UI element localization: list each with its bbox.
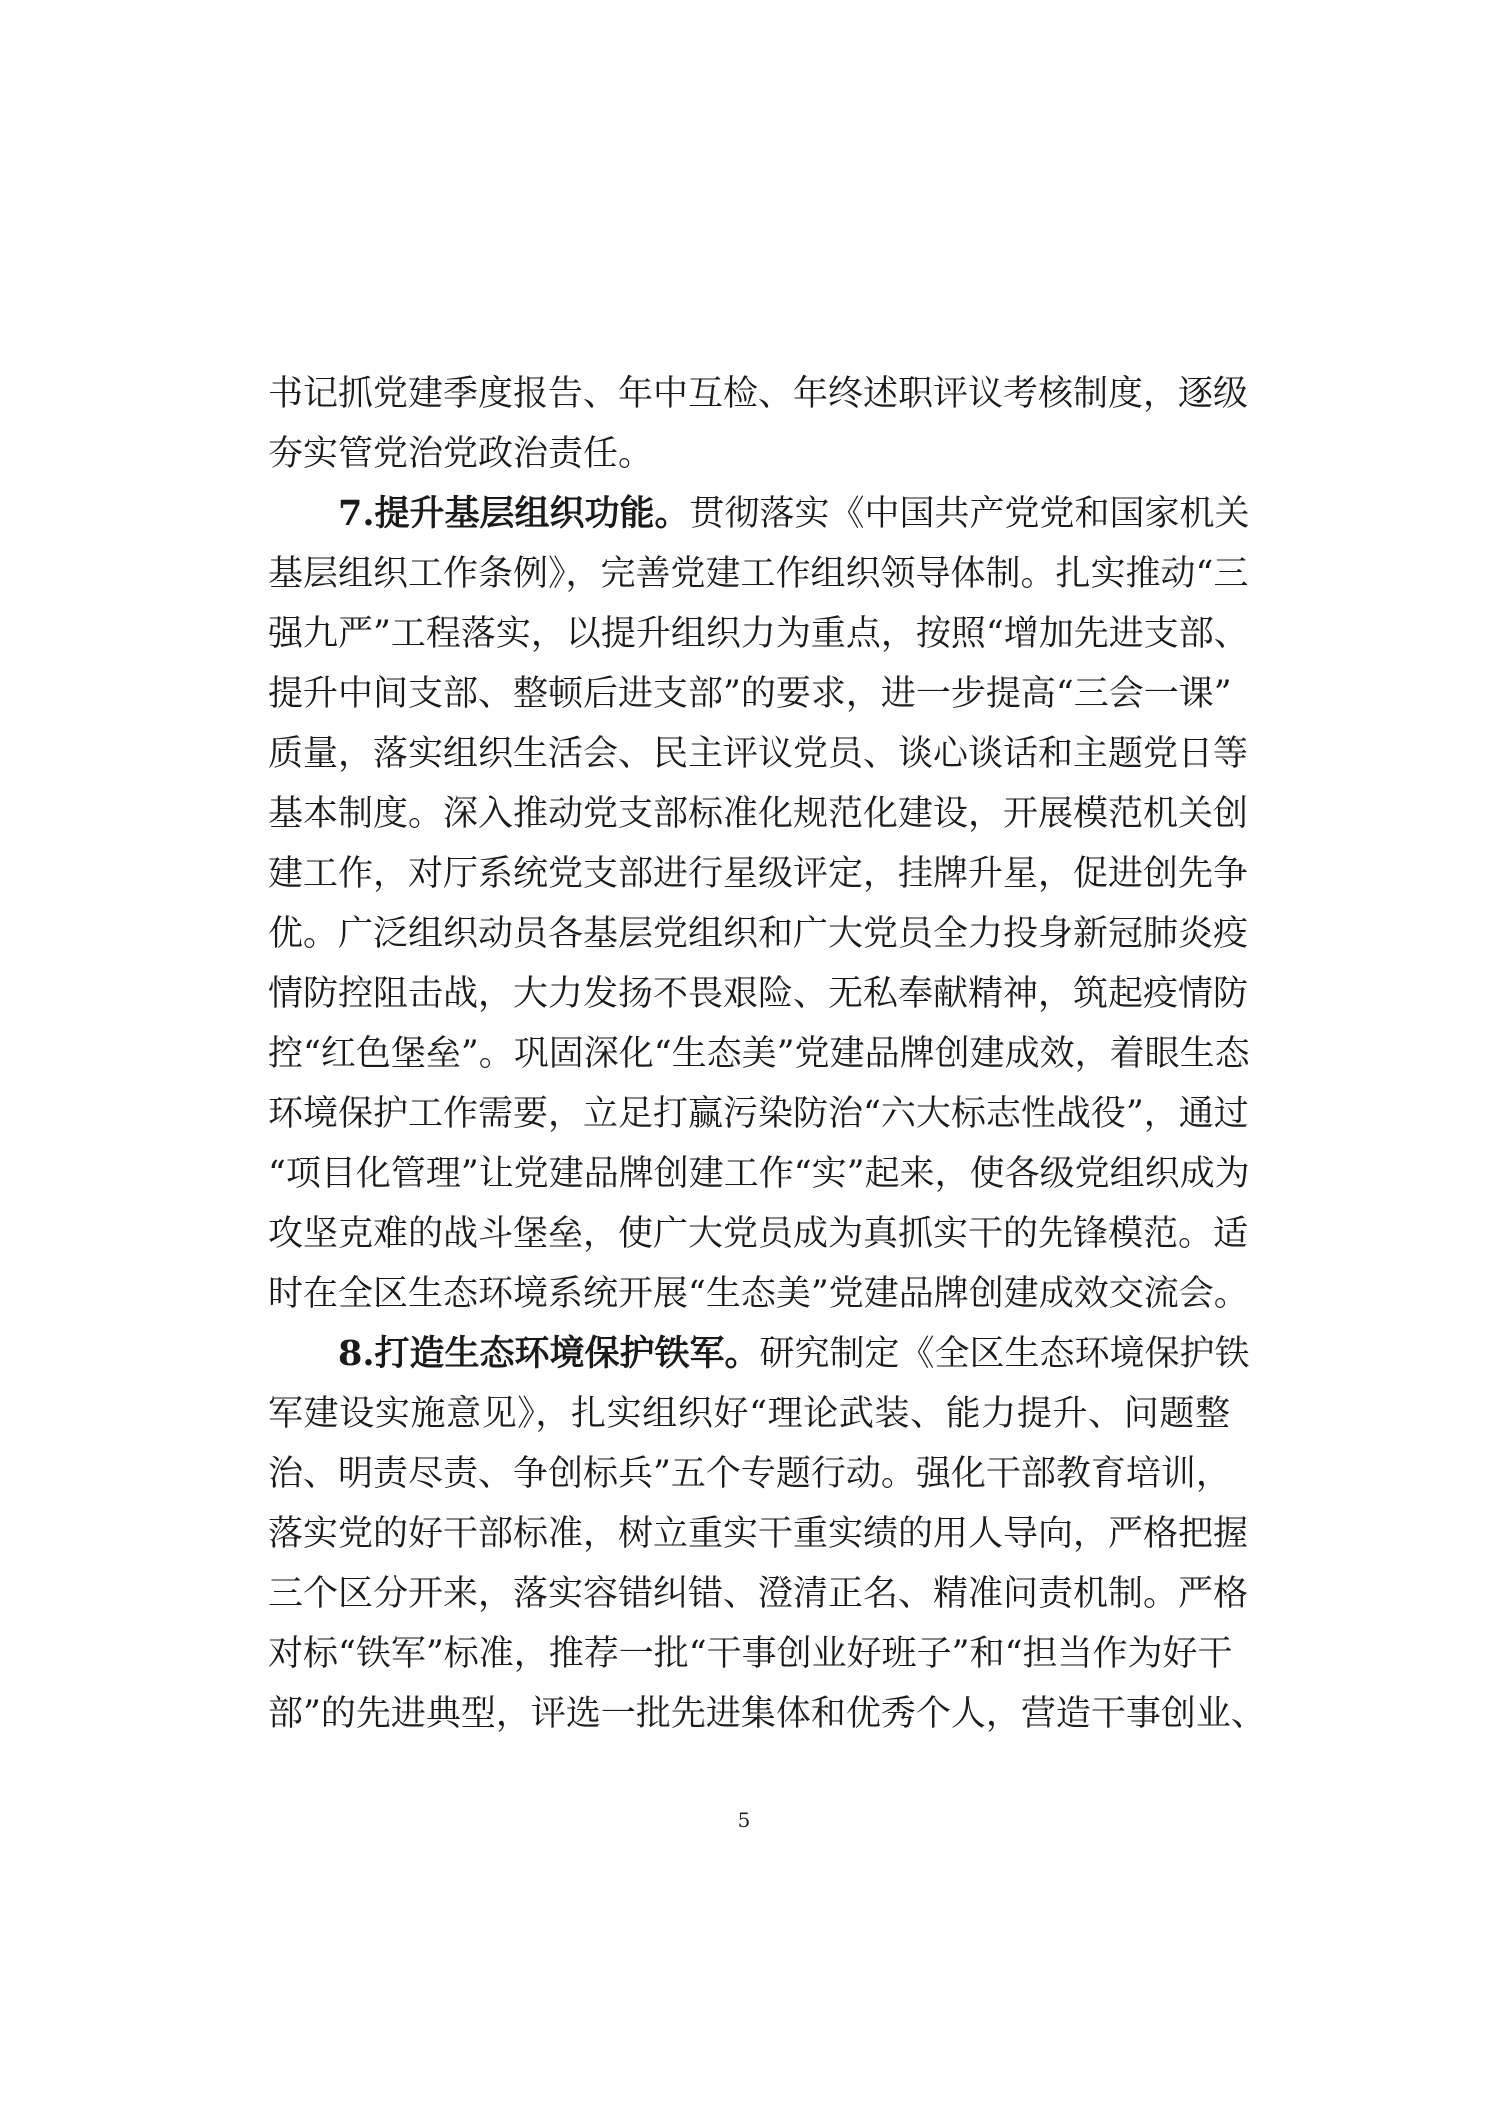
text-line: 控“红色堡垒”。巩固深化“生态美”党建品牌创建成效，着眼生态	[268, 1034, 1250, 1074]
text-line: 时在全区生态环境系统开展“生态美”党建品牌创建成效交流会。	[268, 1274, 1249, 1314]
text-line: 落实党的好干部标准，树立重实干重实绩的用人导向，严格把握	[268, 1514, 1249, 1554]
text-line: 质量，落实组织生活会、民主评议党员、谈心谈话和主题党日等	[268, 734, 1249, 774]
section-heading-7: 7.提升基层组织功能。	[338, 493, 690, 534]
text-line: 基层组织工作条例》，完善党建工作组织领导体制。扎实推动“三	[268, 554, 1249, 594]
text-line: 军建设实施意见》，扎实组织好“理论武装、能力提升、问题整	[268, 1394, 1230, 1434]
text-line: 优。广泛组织动员各基层党组织和广大党员全力投身新冠肺炎疫	[268, 914, 1249, 954]
text-line: 夯实管党治党政治责任。	[268, 434, 654, 474]
text-line: 强九严”工程落实，以提升组织力为重点，按照“增加先进支部、	[268, 614, 1249, 654]
text-line: 治、明责尽责、争创标兵”五个专题行动。强化干部教育培训，	[268, 1454, 1231, 1494]
text-line: 对标“铁军”标准，推荐一批“干事创业好班子”和“担当作为好干	[268, 1634, 1233, 1674]
section-heading-8: 8.打造生态环境保护铁军。	[338, 1333, 760, 1374]
text-line: 攻坚克难的战斗堡垒，使广大党员成为真抓实干的先锋模范。适	[268, 1214, 1249, 1254]
text-line: 建工作，对厅系统党支部进行星级评定，挂牌升星，促进创先争	[268, 854, 1249, 894]
text-line	[268, 484, 1250, 544]
text-line: 情防控阻击战，大力发扬不畏艰险、无私奉献精神，筑起疫情防	[268, 974, 1249, 1014]
text-line: 部”的先进典型，评选一批先进集体和优秀个人，营造干事创业、	[268, 1694, 1266, 1734]
text-line: “项目化管理”让党建品牌创建工作“实”起来，使各级党组织成为	[268, 1154, 1250, 1194]
text-line: 三个区分开来，落实容错纠错、澄清正名、精准问责机制。严格	[268, 1574, 1249, 1614]
text-line-content: 贯彻落实《中国共产党党和国家机关	[689, 494, 1250, 534]
text-line: 书记抓党建季度报告、年中互检、年终述职评议考核制度，逐级	[268, 374, 1249, 414]
text-line: 基本制度。深入推动党支部标准化规范化建设，开展模范机关创	[268, 794, 1249, 834]
text-line: 提升中间支部、整顿后进支部”的要求，进一步提高“三会一课”	[268, 674, 1232, 714]
body-text	[268, 364, 1266, 1744]
text-line	[268, 1324, 1250, 1384]
text-line-content: 研究制定《全区生态环境保护铁	[759, 1334, 1250, 1374]
page-number: 5	[737, 1808, 751, 1832]
text-line: 环境保护工作需要，立足打赢污染防治“六大标志性战役”，通过	[268, 1094, 1249, 1134]
